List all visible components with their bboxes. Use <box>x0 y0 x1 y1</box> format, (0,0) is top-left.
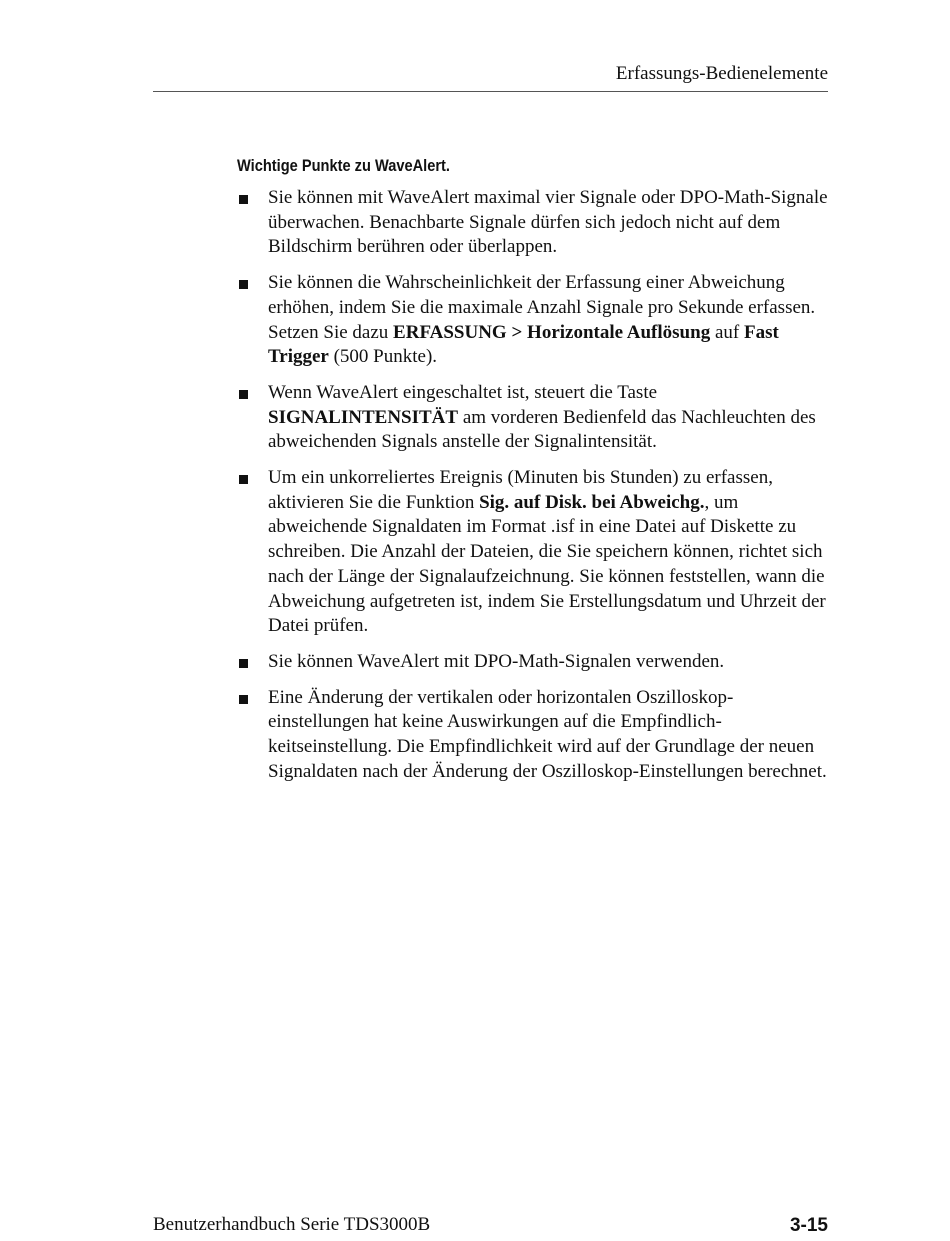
text-run: Um ein unkorreliertes Ereignis (Minuten bis Stunden) zu erfassen, aktivieren Sie die Funktion <box>268 467 773 513</box>
square-bullet-icon <box>239 390 248 399</box>
bullet-text <box>268 187 828 257</box>
menu-option-fast-trigger: Fast Trigger <box>268 321 779 368</box>
header-divider <box>153 91 828 92</box>
bullet-text <box>268 651 724 672</box>
button-name-signalintensitaet: SIGNALINTENSITÄT <box>268 406 459 428</box>
page-number: 3-15 <box>789 1215 828 1236</box>
text-run: (500 Punkte). <box>328 346 438 368</box>
text-run: Eine Änderung der vertikalen oder horizontalen Oszilloskop-einstellungen hat keine Auswirkungen auf die Empfindlich-keitseinstellung. Die Empfindlichkeit wird auf der Grundlage der neuen Signaldaten nach der Änderung der Oszilloskop-Einstellungen berechnet. <box>268 686 827 782</box>
square-bullet-icon <box>239 695 248 704</box>
running-header: Erfassungs-Bedienelemente <box>615 63 828 84</box>
bullet-text <box>268 272 815 367</box>
square-bullet-icon <box>239 280 248 289</box>
square-bullet-icon <box>239 475 248 484</box>
square-bullet-icon <box>239 659 248 668</box>
list-item <box>237 466 832 639</box>
function-name-sig-auf-disk: Sig. auf Disk. bei Abweichg. <box>479 491 705 513</box>
text-run: auf <box>710 321 744 343</box>
text-run: am vorderen Bedienfeld das Nachleuchten des abweichenden Signals anstelle der Signalintensität. <box>268 406 816 453</box>
bullet-text <box>268 687 827 782</box>
text-run: Wenn WaveAlert eingeschaltet ist, steuert die Taste <box>268 381 658 403</box>
list-item <box>237 186 832 260</box>
bullet-text <box>268 467 826 636</box>
text-run: Sie können die Wahrscheinlichkeit der Erfassung einer Abweichung erhöhen, indem Sie die maximale Anzahl Signale pro Sekunde erfassen. Setzen Sie dazu <box>268 272 816 343</box>
list-item <box>237 650 832 675</box>
menu-path-erfassung: ERFASSUNG > Horizontale Auflösung <box>393 321 711 343</box>
list-item <box>237 381 832 455</box>
square-bullet-icon <box>239 195 248 204</box>
bullet-list <box>237 186 832 795</box>
text-run: , um abweichende Signaldaten im Format .isf in eine Datei auf Diskette zu schreiben. Die Anzahl der Dateien, die Sie speichern können, richtet sich nach der Länge der Signalaufzeichnung. Sie können feststellen, wann die Abweichung aufgetreten ist, indem Sie Erstellungsdatum und Uhrzeit der Datei prüfen. <box>268 491 826 637</box>
running-footer: Benutzerhandbuch Serie TDS3000B <box>153 1214 431 1235</box>
section-heading: Wichtige Punkte zu WaveAlert. <box>237 156 450 175</box>
list-item <box>237 686 832 785</box>
list-item <box>237 271 832 370</box>
bullet-text <box>268 382 816 452</box>
text-run: Sie können mit WaveAlert maximal vier Signale oder DPO-Math-Signale überwachen. Benachbarte Signale dürfen sich jedoch nicht auf dem Bildschirm berühren oder überlappen. <box>268 187 828 258</box>
text-run: Sie können WaveAlert mit DPO-Math-Signalen verwenden. <box>268 650 725 672</box>
